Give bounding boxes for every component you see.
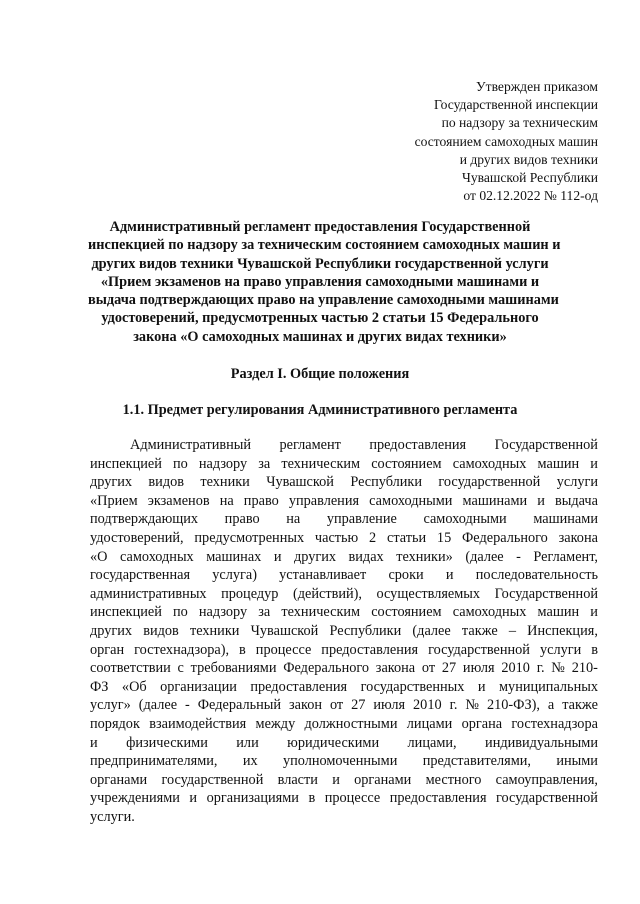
body-word: предоставления	[321, 641, 419, 658]
body-word: должностными	[304, 715, 398, 732]
body-word: удостоверений,	[90, 529, 184, 546]
title-line: закона «О самоходных машинах и других видах техники»	[133, 328, 507, 345]
body-word: процедур	[221, 585, 279, 602]
body-word: представителями,	[422, 753, 532, 770]
body-word: в	[591, 641, 598, 658]
body-word: органами	[354, 771, 412, 788]
body-word: техники	[189, 622, 240, 639]
approval-line: по надзору за техническим	[441, 115, 598, 131]
body-word: соответствии	[90, 660, 171, 677]
body-word: процессе	[255, 641, 312, 658]
body-word: сроки	[388, 567, 424, 584]
body-word: самоходных	[119, 548, 194, 565]
body-word: услуг»	[90, 697, 131, 714]
body-word: техническим	[281, 455, 361, 472]
body-word: -	[516, 548, 521, 565]
body-word: (далее	[465, 548, 504, 565]
body-word: Чувашской	[266, 474, 334, 491]
body-word: 15	[436, 529, 452, 546]
body-word: государственной	[161, 771, 264, 788]
body-word: по	[172, 604, 188, 621]
body-word: Чувашской	[250, 622, 319, 639]
body-word: с	[177, 660, 184, 677]
body-line	[90, 678, 598, 697]
body-line	[90, 473, 598, 492]
body-word: услуга)	[212, 567, 257, 584]
body-line	[90, 734, 598, 753]
body-word: процессе	[324, 790, 381, 807]
body-word: машин	[537, 604, 580, 621]
body-word: №	[551, 660, 565, 677]
body-word: лицами,	[407, 734, 457, 751]
body-word: от	[421, 660, 436, 677]
body-word: инспекцией	[90, 455, 162, 472]
body-word: -	[185, 697, 190, 714]
body-word: власти	[277, 771, 318, 788]
body-word: право	[243, 492, 279, 509]
body-word: предпринимателями,	[90, 753, 218, 770]
body-word: «Об	[121, 678, 147, 695]
body-word: ФЗ	[90, 678, 109, 695]
body-word: порядок	[90, 715, 140, 732]
body-word: устанавливает	[279, 567, 367, 584]
body-word: услуги.	[90, 808, 135, 825]
approval-line: Чувашской Республики	[462, 170, 598, 186]
body-word: Республики	[350, 474, 423, 491]
body-word: надзору	[198, 455, 248, 472]
body-word: за	[258, 455, 271, 472]
body-word: «Прием	[90, 492, 138, 509]
body-word: (далее	[138, 697, 178, 714]
body-word: регламент	[279, 437, 341, 453]
body-word: в	[308, 790, 316, 807]
body-word: частью	[314, 529, 359, 546]
body-word: (действий),	[292, 585, 362, 602]
body-word: на	[286, 511, 301, 528]
title-line: инспекцией по надзору за техническим состоянием самоходных машин и	[88, 237, 561, 254]
body-word: индивидуальными	[485, 734, 598, 751]
body-word: Государственной	[494, 585, 598, 602]
body-word: государственных	[360, 678, 465, 695]
body-word: органа	[461, 715, 503, 732]
body-word: состоянием	[371, 604, 442, 621]
body-word: и	[537, 492, 545, 509]
body-line	[90, 622, 598, 641]
body-word: право	[224, 511, 260, 528]
body-word: управление	[326, 511, 397, 528]
body-word: статьи	[386, 529, 427, 546]
body-word: надзору	[198, 604, 248, 621]
body-word: Федеральный	[197, 697, 282, 714]
body-word: организациями	[206, 790, 299, 807]
body-word: техники	[200, 474, 250, 491]
body-word: и	[332, 771, 340, 788]
body-word: закона	[375, 660, 416, 677]
body-word: предоставления	[250, 678, 348, 695]
body-word: экзаменов	[147, 492, 210, 509]
body-line	[90, 752, 598, 771]
body-word: видов	[143, 622, 179, 639]
body-word: №	[465, 697, 479, 714]
body-line	[90, 659, 598, 678]
body-line	[90, 529, 598, 548]
body-word: 2	[369, 529, 377, 546]
body-word: 27	[351, 697, 366, 714]
body-line	[90, 641, 598, 660]
body-word: видов	[148, 474, 184, 491]
body-word: предусмотренных	[194, 529, 305, 546]
body-word: их	[242, 753, 258, 770]
body-word: иными	[556, 753, 598, 770]
title-line: выдача подтверждающих право на управление самоходными машинами	[88, 292, 559, 309]
body-word: последовательность	[475, 567, 598, 584]
body-word: самоходных	[452, 604, 527, 621]
body-word: и	[445, 567, 454, 584]
body-paragraph	[90, 436, 598, 826]
body-word: физическими	[126, 734, 208, 751]
body-word: 2010	[501, 660, 530, 677]
body-word: Государственной	[494, 437, 598, 453]
body-word: Регламент,	[533, 548, 598, 565]
body-word: также	[562, 697, 598, 714]
body-word: государственной	[496, 790, 598, 807]
title-line: удостоверений, предусмотренных частью 2 статьи 15 Федерального	[101, 310, 539, 327]
body-word: и	[590, 455, 598, 472]
body-word: государственной	[428, 641, 530, 658]
body-word: предоставления	[389, 790, 487, 807]
body-word: административных	[90, 585, 207, 602]
body-word: машинами	[462, 492, 528, 509]
body-word: самоходными	[423, 511, 507, 528]
subsection-heading: 1.1. Предмет регулирования Административного регламента	[122, 402, 518, 418]
body-word: техническим	[281, 604, 361, 621]
body-line	[90, 808, 598, 827]
body-word: и	[477, 678, 486, 695]
body-word: других	[90, 622, 133, 639]
body-line	[90, 455, 598, 474]
section-heading: Раздел I. Общие положения	[230, 366, 410, 382]
body-word: юридическими	[287, 734, 380, 751]
body-word: 210-	[571, 660, 598, 677]
body-word: других	[293, 548, 337, 565]
approval-line: от 02.12.2022 № 112-од	[463, 188, 598, 204]
body-word: муниципальных	[499, 678, 598, 695]
body-word: по	[172, 455, 188, 472]
body-word: лицами	[406, 715, 453, 732]
document-title	[88, 218, 561, 346]
body-word: –	[508, 622, 516, 639]
body-word: техники»	[396, 548, 453, 565]
body-line	[90, 771, 598, 790]
body-word: машинах	[206, 548, 262, 565]
body-word: самоуправления,	[495, 771, 598, 788]
body-word: местного	[425, 771, 482, 788]
body-word: и	[590, 604, 598, 621]
body-word: июля	[462, 660, 495, 677]
body-word: взаимодействия	[149, 715, 247, 732]
body-word: услуги	[539, 641, 582, 658]
body-word: от	[329, 697, 344, 714]
title-line: «Прием экзаменов на право управления самоходными машинами и	[100, 273, 540, 290]
body-word: требованиями	[190, 660, 277, 677]
body-word: органами	[90, 771, 148, 788]
approval-line: Утвержден приказом	[476, 79, 598, 94]
body-word: управления	[288, 492, 360, 509]
body-word: на	[219, 492, 234, 509]
body-word: осуществляемых	[376, 585, 481, 602]
body-line	[90, 603, 598, 622]
approval-line: состоянием самоходных машин	[414, 133, 598, 149]
body-word: видах	[348, 548, 384, 565]
body-word: организации	[160, 678, 237, 695]
body-word: орган	[90, 641, 125, 658]
body-word: также	[461, 622, 498, 639]
body-line	[90, 715, 598, 734]
body-word: самоходных	[452, 455, 527, 472]
body-word: в	[239, 641, 246, 658]
body-word: Республики	[329, 622, 402, 639]
body-word: «О	[90, 548, 108, 565]
body-word: или	[236, 734, 259, 751]
body-word: и	[273, 548, 282, 565]
body-word: гостехнадзора	[511, 715, 598, 732]
body-line	[90, 548, 598, 567]
body-word: других	[90, 474, 133, 491]
body-word: г.	[536, 660, 545, 677]
body-word: машинами	[533, 511, 598, 528]
body-line	[90, 566, 598, 585]
body-word: подтверждающих	[90, 511, 199, 528]
body-line	[90, 585, 598, 604]
body-word: гостехнадзора),	[134, 641, 230, 658]
body-word: уполномоченными	[282, 753, 398, 770]
body-word: Административный	[130, 437, 252, 453]
body-word: 210-ФЗ),	[486, 697, 540, 714]
body-word: а	[547, 697, 555, 714]
body-word: выдача	[555, 492, 598, 509]
body-word: самоходными	[369, 492, 453, 509]
body-word: учреждениями	[90, 790, 180, 807]
approval-line: Государственной инспекции	[433, 97, 598, 113]
body-word: и	[189, 790, 198, 807]
body-word: за	[258, 604, 271, 621]
body-word: и	[90, 734, 98, 751]
title-line: Административный регламент предоставления Государственной	[109, 219, 531, 235]
approval-stamp	[415, 78, 598, 205]
body-word: г.	[449, 697, 458, 714]
body-word: инспекцией	[90, 604, 162, 621]
body-word: предоставления	[369, 437, 467, 453]
body-word: Федерального	[462, 529, 548, 546]
approval-line: и других видов техники	[459, 151, 598, 167]
body-word: закон	[288, 697, 322, 714]
body-word: закона	[558, 529, 598, 546]
body-word: 27	[441, 660, 457, 677]
body-line	[90, 436, 598, 455]
body-word: состоянием	[371, 455, 442, 472]
body-line	[90, 492, 598, 511]
body-word: машин	[537, 455, 580, 472]
body-word: между	[255, 715, 296, 732]
body-word: государственная	[90, 567, 191, 584]
body-line	[90, 510, 598, 529]
body-word: июля	[373, 697, 406, 714]
body-word: Инспекция,	[527, 622, 598, 639]
body-line	[90, 696, 598, 715]
body-word: 2010	[413, 697, 442, 714]
body-line	[90, 789, 598, 808]
title-line: других видов техники Чувашской Республики государственной услуги	[91, 255, 549, 272]
body-word: (далее	[412, 622, 451, 639]
body-word: услуги	[556, 474, 598, 491]
body-word: государственной	[438, 474, 541, 491]
body-word: Федерального	[283, 660, 370, 677]
